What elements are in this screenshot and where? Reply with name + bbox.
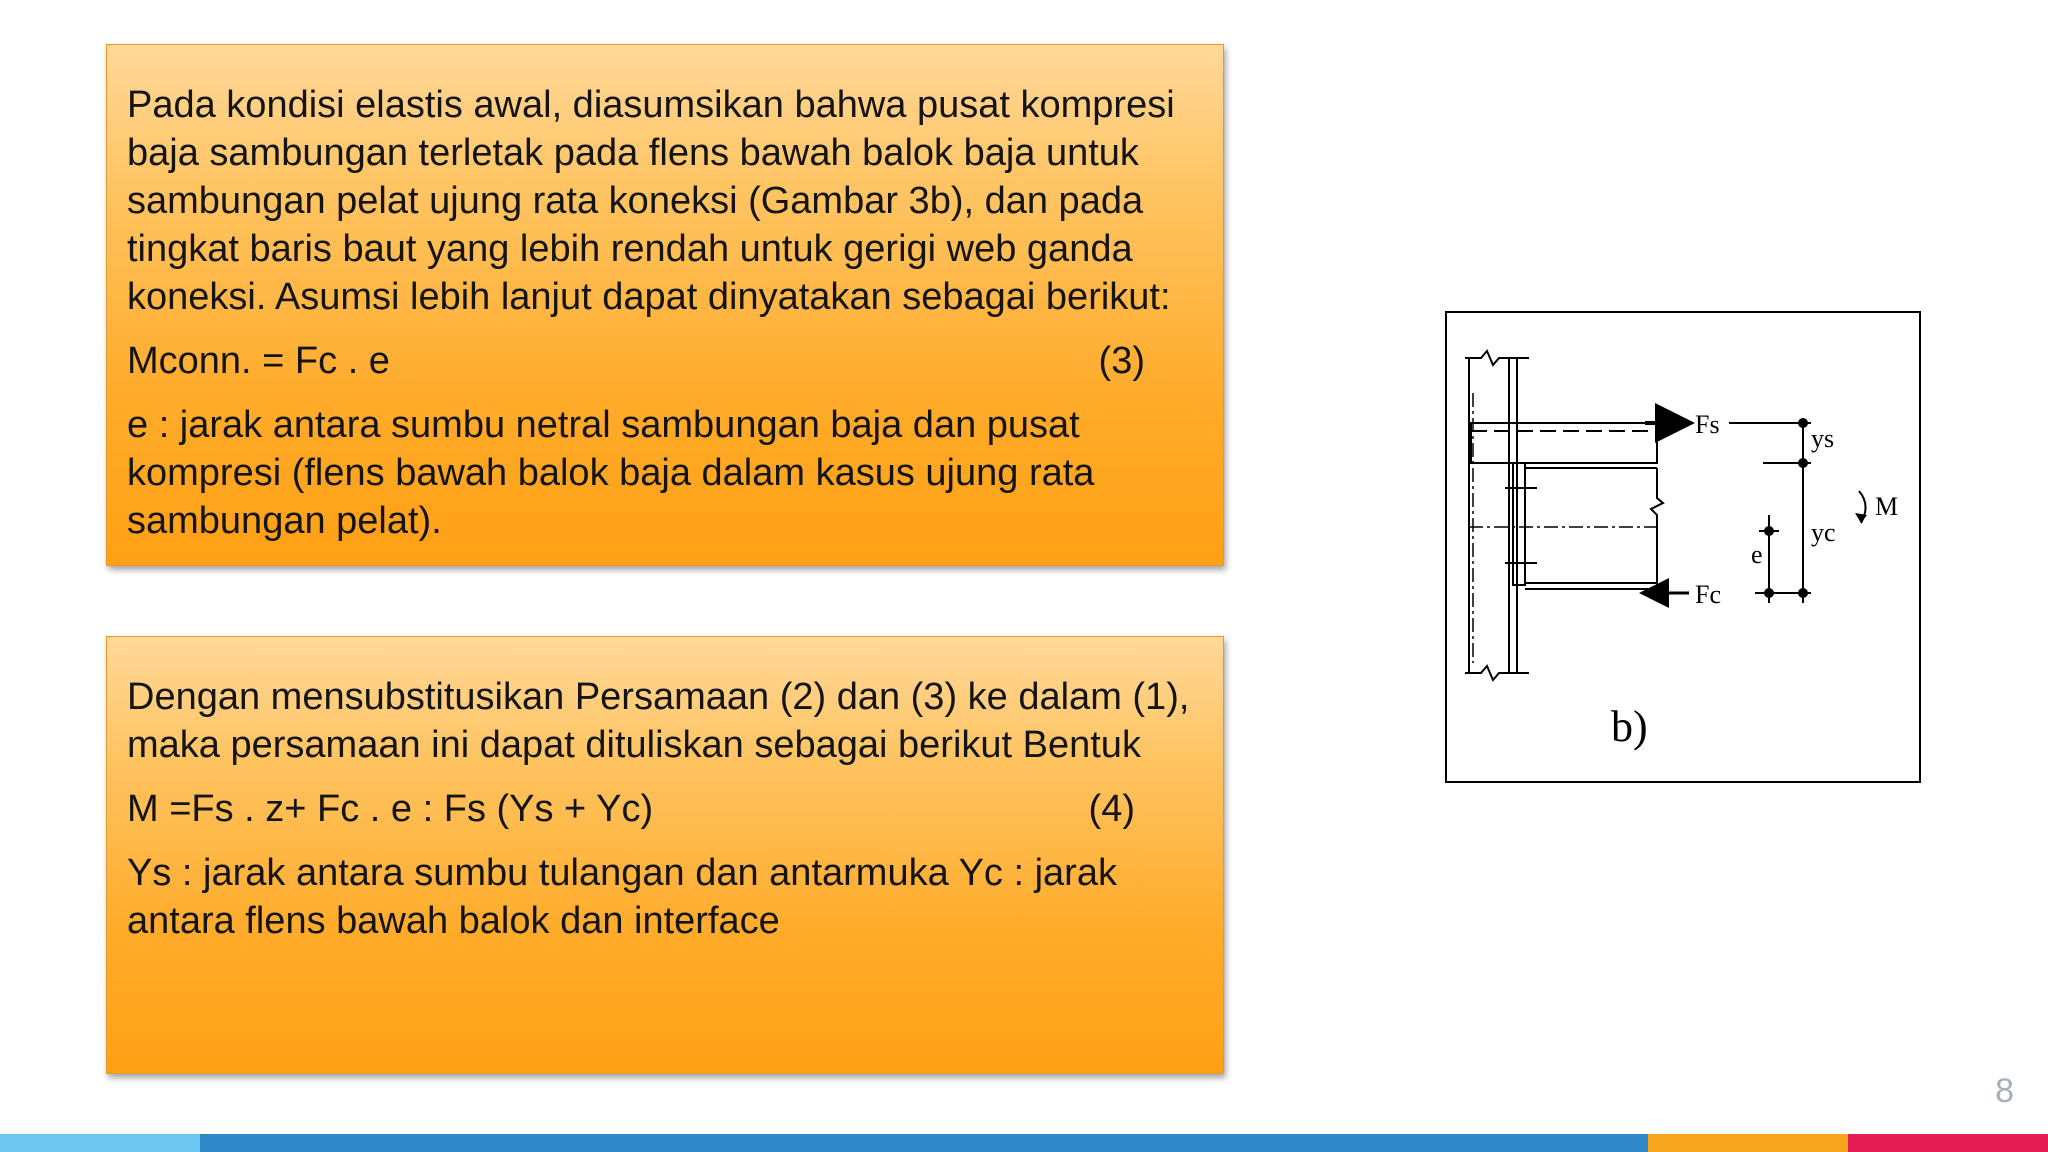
label-ys: ys <box>1811 424 1835 453</box>
label-fc: Fc <box>1695 580 1721 609</box>
label-fs: Fs <box>1695 410 1720 439</box>
equation-row-3 <box>127 337 1205 385</box>
paragraph-substitution: Dengan mensubstitusikan Persamaan (2) dan (3) ke dalam (1), maka persamaan ini dapat dituliskan sebagai berikut Bentuk <box>127 676 1190 766</box>
definition-ys-yc: Ys : jarak antara sumbu tulangan dan antarmuka Yc : jarak antara flens bawah balok dan interface <box>127 852 1117 942</box>
equation-4: M =Fs . z+ Fc . e : Fs (Ys + Yc) <box>127 788 654 830</box>
equation-3: Mconn. = Fc . e <box>127 340 390 382</box>
definition-e: e : jarak antara sumbu netral sambungan baja dan pusat kompresi (flens bawah balok baja dalam kasus ujung rata sambungan pelat). <box>127 404 1095 542</box>
footer-bar-pink <box>1848 1134 2048 1152</box>
label-moment: M <box>1875 492 1899 521</box>
label-yc: yc <box>1811 518 1836 547</box>
equation-number-3: (3) <box>1098 340 1145 382</box>
text-box-substitution <box>106 636 1224 1074</box>
text-box-elastic-condition <box>106 44 1224 566</box>
footer-bar-orange <box>1648 1134 1848 1152</box>
equation-number-4: (4) <box>1088 788 1135 830</box>
label-e: e <box>1751 540 1763 569</box>
footer-bar-light-blue <box>0 1134 200 1152</box>
connection-diagram <box>1445 311 1921 783</box>
connection-diagram-svg <box>1447 313 1919 781</box>
paragraph-assumption: Pada kondisi elastis awal, diasumsikan bahwa pusat kompresi baja sambungan terletak pada flens bawah balok baja untuk sambungan pelat ujung rata koneksi (Gambar 3b), dan pada tingkat baris baut yang lebih rendah untuk gerigi web ganda koneksi. Asumsi lebih lanjut dapat dinyatakan sebagai berikut: <box>127 84 1175 318</box>
figure-caption: b) <box>1611 702 1648 751</box>
footer-bar-blue <box>200 1134 1648 1152</box>
equation-row-4 <box>127 785 1205 833</box>
page-number: 8 <box>1995 1072 2014 1110</box>
